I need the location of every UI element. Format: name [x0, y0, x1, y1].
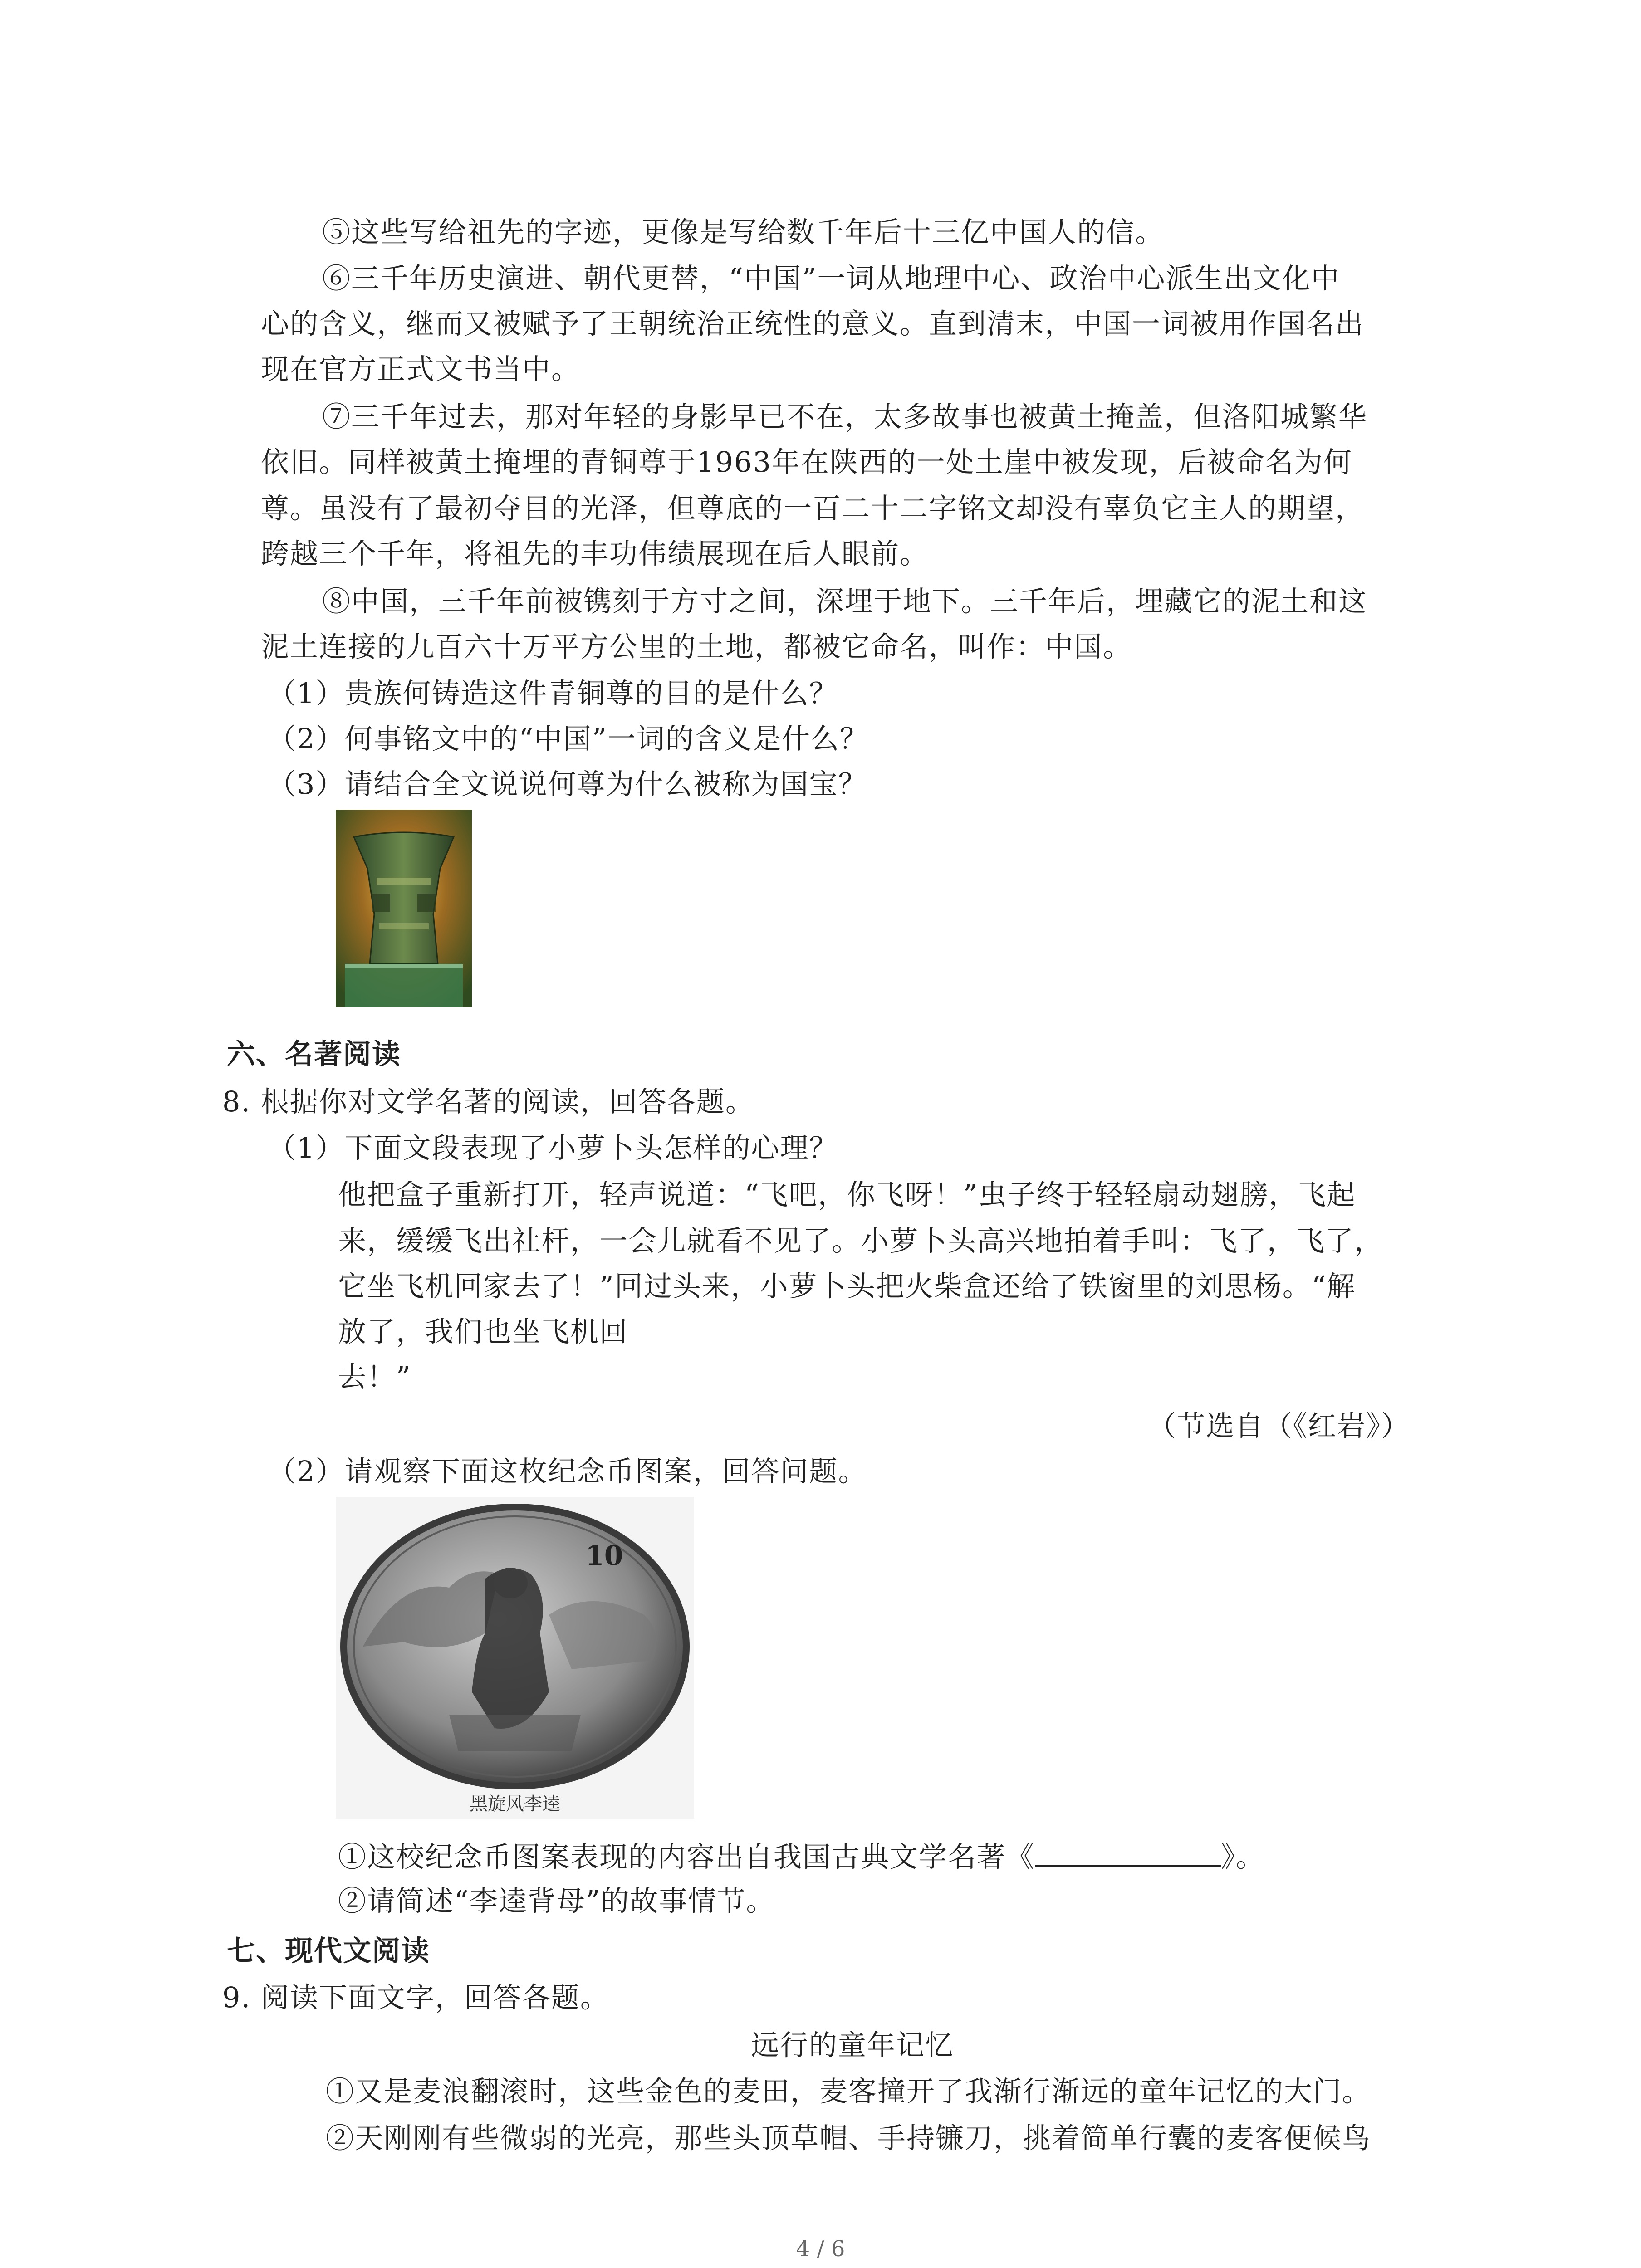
- question-8-item-1: [338, 1837, 1265, 1875]
- question-8-sub-1: （1）下面文段表现了小萝卜头怎样的心理？: [268, 1131, 838, 1164]
- excerpt-line-5: 去！”: [338, 1360, 411, 1393]
- excerpt-line-4: 放了，我们也坐飞机回: [338, 1315, 629, 1348]
- question-1: （1）贵族何铸造这件青铜尊的目的是什么？: [268, 677, 838, 710]
- page-number: 4 / 6: [796, 2236, 845, 2262]
- item-1-close: 》。: [1221, 1840, 1265, 1873]
- passage-2-paragraph-1: ①又是麦浪翻滚时，这些金色的麦田，麦客撞开了我渐行渐远的童年记忆的大门。: [326, 2075, 1372, 2108]
- item-1-text: ①这校纪念币图案表现的内容出自我国古典文学名著《: [338, 1840, 1035, 1873]
- answer-blank[interactable]: [1035, 1837, 1221, 1867]
- question-3: （3）请结合全文说说何尊为什么被称为国宝？: [268, 767, 867, 801]
- passage-paragraph-6-line-1: ⑥三千年历史演进、朝代更替，“中国”一词从地理中心、政治中心派生出文化中: [322, 262, 1340, 295]
- passage-paragraph-7-line-4: 跨越三个千年，将祖先的丰功伟绩展现在后人眼前。: [261, 537, 929, 570]
- passage-paragraph-8-line-1: ⑧中国，三千年前被镌刻于方寸之间，深埋于地下。三千年后，埋藏它的泥土和这: [322, 585, 1368, 618]
- passage-paragraph-8-line-2: 泥土连接的九百六十万平方公里的土地，都被它命名，叫作：中国。: [261, 630, 1132, 663]
- excerpt-line-3: 它坐飞机回家去了！”回过头来，小萝卜头把火柴盒还给了铁窗里的刘思杨。“解: [338, 1270, 1356, 1303]
- section-6-heading: 六、名著阅读: [227, 1037, 402, 1070]
- excerpt-line-2: 来，缓缓飞出社杆，一会儿就看不见了。小萝卜头高兴地拍着手叫：飞了，飞了，: [338, 1224, 1384, 1257]
- passage-paragraph-7-line-3: 尊。虽没有了最初夺目的光泽，但尊底的一百二十二字铭文却没有辜负它主人的期望，: [261, 492, 1365, 525]
- section-7-heading: 七、现代文阅读: [227, 1934, 431, 1967]
- commemorative-coin-image: [336, 1497, 694, 1819]
- passage-paragraph-6-line-3: 现在官方正式文书当中。: [261, 352, 581, 386]
- excerpt-source: （节选自（《红岩》）: [1148, 1409, 1411, 1442]
- question-8-sub-2: （2）请观察下面这枚纪念币图案，回答问题。: [268, 1455, 867, 1488]
- coin-value-label: 10: [585, 1540, 623, 1572]
- question-2: （2）何事铭文中的“中国”一词的含义是什么？: [268, 722, 869, 755]
- passage-paragraph-7-line-2: 依旧。同样被黄土掩埋的青铜尊于1963年在陕西的一处土崖中被发现，后被命名为何: [261, 445, 1352, 479]
- passage-2-paragraph-2: ②天刚刚有些微弱的光亮，那些头顶草帽、手持镰刀，挑着简单行囊的麦客便候鸟: [326, 2121, 1372, 2155]
- passage-paragraph-7-line-1: ⑦三千年过去，那对年轻的身影早已不在，太多故事也被黄土掩盖，但洛阳城繁华: [322, 400, 1368, 433]
- passage-title: 远行的童年记忆: [751, 2028, 955, 2062]
- passage-paragraph-6-line-2: 心的含义，继而又被赋予了王朝统治正统性的意义。直到清末，中国一词被用作国名出: [261, 307, 1365, 340]
- excerpt-line-1: 他把盒子重新打开，轻声说道：“飞吧，你飞呀！”虫子终于轻轻扇动翅膀，飞起: [338, 1178, 1356, 1211]
- bronze-zun-photo: [336, 810, 472, 1007]
- question-8-item-2: ②请简述“李逵背母”的故事情节。: [338, 1884, 775, 1917]
- question-9: 9. 阅读下面文字，回答各题。: [222, 1981, 609, 2014]
- passage-paragraph-5: ⑤这些写给祖先的字迹，更像是写给数千年后十三亿中国人的信。: [322, 215, 1165, 249]
- coin-caption: 黑旋风李逵: [470, 1794, 560, 1814]
- question-8: 8. 根据你对文学名著的阅读，回答各题。: [222, 1085, 754, 1118]
